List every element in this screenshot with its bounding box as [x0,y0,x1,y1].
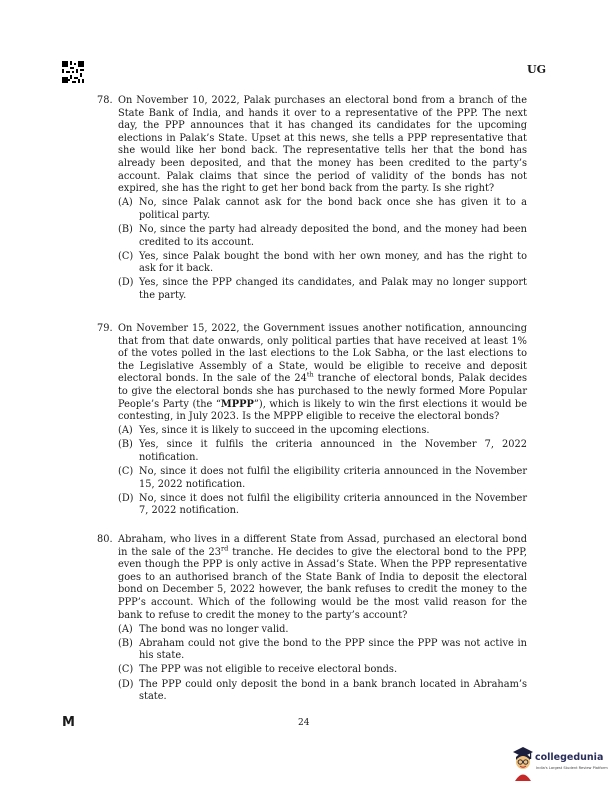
question-stem: Abraham, who lives in a different State from Assad, purchased an electoral bond in the sale of the 23rd tranche. He decides to give the electoral bond to the PPP, even though the PPP is only active in Assad’s State. When the PPP representative goes to an authorised branch of the State Bank of India to deposit the electoral bond on December 5, 2022 however, the bank refuses to credit the money to the PPP’s account. Which of the following would be the most valid reason for the bank to refuse to credit the money to the party’s account? [118,534,527,621]
option-label: (A) [118,623,133,635]
option-label: (C) [118,466,134,478]
question-80 [97,534,527,704]
option-c [118,466,527,491]
logo-wordmark: collegedunia [535,752,604,763]
option-label: (D) [118,277,134,289]
option-c [118,664,527,677]
paper-code-label: UG [527,63,546,76]
question-stem: On November 10, 2022, Palak purchases an electoral bond from a branch of the State Bank of India, and hands it over to a representative of the PPP. The next day, the PPP announces that it has changed its candidates for the upcoming elections in Palak’s State. Upset at this news, she tells a PPP representative that she would like her bond back. The representative tells her that the bond has already been deposited, and that the money has been credited to the party’s account. Palak claims that since the period of validity of the bonds has not expired, she has the right to get her bond back from the party. Is she right? [118,95,527,195]
option-a [118,425,527,438]
page-number: 24 [298,718,310,728]
option-label: (A) [118,197,133,209]
qr-code-icon [62,61,84,83]
option-label: (B) [118,637,133,649]
collegedunia-logo[interactable] [512,745,608,785]
graduate-mascot-icon [512,745,534,781]
question-stem: On November 15, 2022, the Government issues another notification, announcing that from that date onwards, only political parties that have received at least 1% of the votes polled in the last elections to the Lok Sabha, or the last elections to the Legislative Assembly of a State, would be eligible to receive and deposit electoral bonds. In the sale of the 24th tranche of electoral bonds, Palak decides to give the electoral bonds she has purchased to the newly formed More Popular People’s Party (the “MPPP”), which is likely to win the first elections it would be contesting, in July 2023. Is the MPPP eligible to receive the electoral bonds? [118,323,527,423]
option-label: (B) [118,223,133,235]
option-c [118,251,527,276]
option-a [118,197,527,222]
option-label: (C) [118,664,134,676]
option-text: The PPP was not eligible to receive electoral bonds. [139,664,398,676]
option-b [118,224,527,249]
option-text: The PPP could only deposit the bond in a bank branch located in Abraham’s state. [139,678,527,703]
option-label: (D) [118,678,134,690]
option-text: No, since it does not fulfil the eligibility criteria announced in the November 7, 2022 notification. [139,492,527,517]
option-text: Yes, since it is likely to succeed in the upcoming elections. [139,425,430,437]
option-text: No, since Palak cannot ask for the bond back once she has given it to a political party. [139,197,527,221]
option-text: Yes, since the PPP changed its candidates, and Palak may no longer support the party. [139,277,527,301]
booklet-series-letter: M [62,715,75,730]
option-a [118,624,527,637]
option-b [118,638,527,663]
question-number: 80. [97,534,113,545]
option-text: Yes, since it fulfils the criteria announced in the November 7, 2022 notification. [139,439,527,463]
question-78 [97,95,527,303]
option-label: (D) [118,492,134,504]
option-text: Yes, since Palak bought the bond with her own money, and has the right to ask for it back. [139,250,527,275]
option-text: No, since it does not fulfil the eligibility criteria announced in the November 15, 2022 notification. [139,466,527,490]
option-b [118,439,527,464]
option-label: (B) [118,439,133,451]
option-text: The bond was no longer valid. [139,623,289,635]
logo-tagline: India's Largest Student Review Platform [536,766,608,770]
option-label: (C) [118,250,134,262]
option-d [118,679,527,704]
option-d [118,493,527,518]
question-number: 79. [97,323,113,334]
question-number: 78. [97,95,113,106]
option-label: (A) [118,425,133,437]
option-text: No, since the party had already deposited the bond, and the money had been credited to its account. [139,223,527,248]
question-79 [97,323,527,518]
option-d [118,277,527,302]
option-text: Abraham could not give the bond to the PPP since the PPP was not active in his state. [139,637,527,662]
